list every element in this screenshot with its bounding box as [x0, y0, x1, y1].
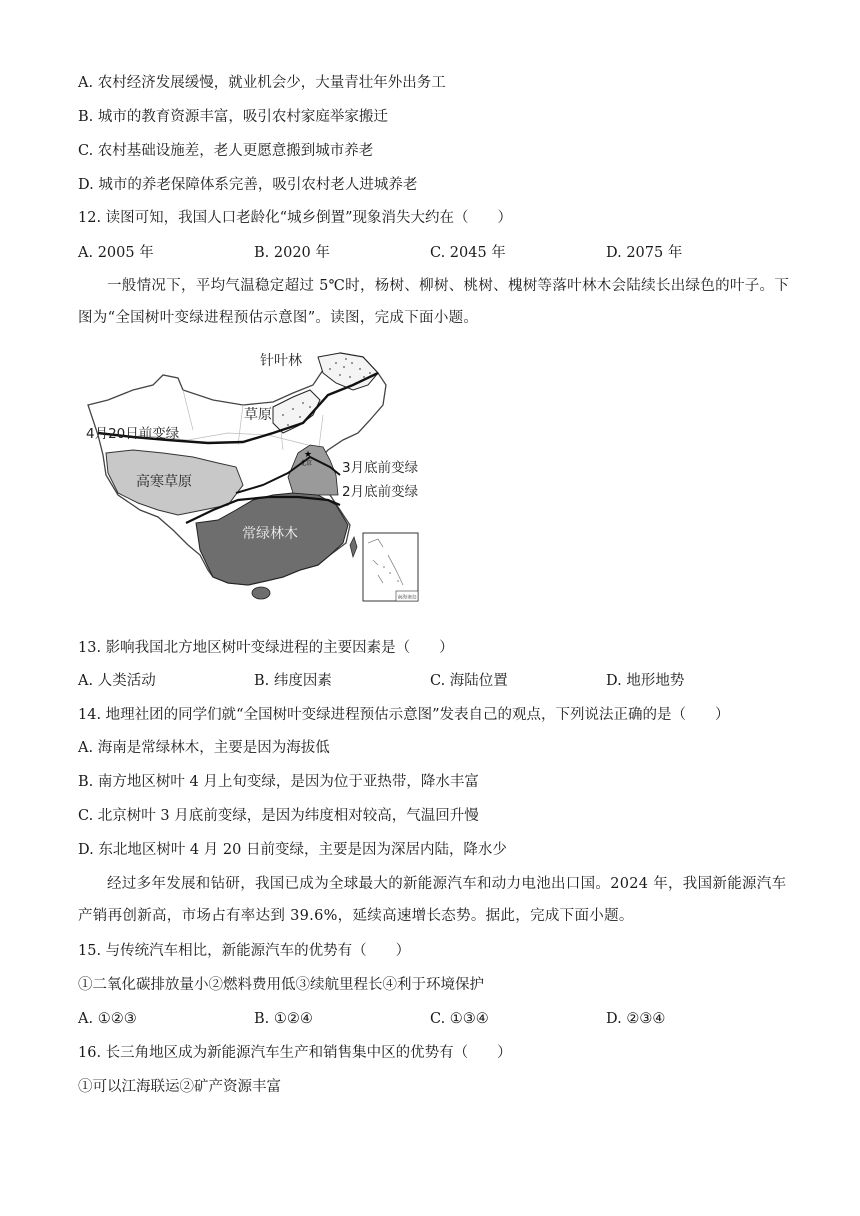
inset-label: 南海诸岛 — [397, 595, 417, 601]
q12-option-d: D. 2075 年 — [606, 245, 683, 261]
q13-option-d: D. 地形地势 — [606, 673, 685, 689]
q16-stem: 16. 长三角地区成为新能源汽车生产和销售集中区的优势有（ ） — [78, 1045, 512, 1061]
map-label-apr20: 4月20日前变绿 — [86, 426, 180, 442]
passage-leaf-greening: 一般情况下，平均气温稳定超过 5℃时，杨树、柳树、桃树、槐树等落叶林木会陆续长出绿色的叶子。下图为“全国树叶变绿进程预估示意图”。读图，完成下面小题。 — [78, 278, 790, 326]
q14-option-d: D. 东北地区树叶 4 月 20 日前变绿，主要是因为深居内陆，降水少 — [78, 842, 507, 858]
map-label-conifer: 针叶林 — [260, 353, 302, 369]
q11-option-a: A. 农村经济发展缓慢，就业机会少，大量青壮年外出务工 — [78, 75, 446, 91]
q11-option-c: C. 农村基础设施差，老人更愿意搬到城市养老 — [78, 143, 374, 159]
q16-statements: ①可以江海联运②矿产资源丰富 — [78, 1079, 281, 1095]
q12-option-c: C. 2045 年 — [430, 245, 506, 261]
map-label-evergreen: 常绿林木 — [242, 526, 298, 542]
q15-option-d: D. ②③④ — [606, 1011, 666, 1027]
map-label-beijing: 北京 — [300, 460, 313, 467]
q15-option-b: B. ①②④ — [254, 1011, 313, 1027]
q11-option-b: B. 城市的教育资源丰富，吸引农村家庭举家搬迁 — [78, 109, 388, 125]
q13-stem: 13. 影响我国北方地区树叶变绿进程的主要因素是（ ） — [78, 640, 454, 656]
q14-option-a: A. 海南是常绿林木，主要是因为海拔低 — [78, 740, 330, 756]
q12-stem: 12. 读图可知，我国人口老龄化“城乡倒置”现象消失大约在（ ） — [78, 210, 512, 226]
map-label-alpine: 高寒草原 — [136, 474, 192, 490]
q15-stem: 15. 与传统汽车相比，新能源汽车的优势有（ ） — [78, 943, 411, 959]
q12-option-b: B. 2020 年 — [254, 245, 330, 261]
q13-option-b: B. 纬度因素 — [254, 673, 332, 689]
q15-option-c: C. ①③④ — [430, 1011, 489, 1027]
q13-option-a: A. 人类活动 — [78, 673, 156, 689]
q12-option-a: A. 2005 年 — [78, 245, 154, 261]
map-label-feb: 2月底前变绿 — [342, 484, 419, 500]
beijing-star-icon: ★ — [304, 450, 313, 460]
q13-option-c: C. 海陆位置 — [430, 673, 508, 689]
passage-new-energy-vehicles: 经过多年发展和钻研，我国已成为全球最大的新能源汽车和动力电池出口国。2024 年，我国新能源汽车产销再创新高，市场占有率达到 39.6%，延续高速增长态势。据此，完成下面小题。 — [78, 876, 787, 924]
q11-option-d: D. 城市的养老保障体系完善，吸引农村老人进城养老 — [78, 177, 418, 193]
q15-option-a: A. ①②③ — [78, 1011, 137, 1027]
q14-option-b: B. 南方地区树叶 4 月上旬变绿，是因为位于亚热带，降水丰富 — [78, 774, 479, 790]
map-label-march: 3月底前变绿 — [342, 460, 419, 476]
map-label-grassland: 草原 — [244, 407, 272, 423]
q14-stem: 14. 地理社团的同学们就“全国树叶变绿进程预估示意图”发表自己的观点，下列说法正确的是（ ） — [78, 707, 730, 723]
greening-map — [78, 345, 458, 607]
q15-statements: ①二氧化碳排放量小②燃料费用低③续航里程长④利于环境保护 — [78, 977, 484, 993]
q14-option-c: C. 北京树叶 3 月底前变绿，是因为纬度相对较高，气温回升慢 — [78, 808, 479, 824]
